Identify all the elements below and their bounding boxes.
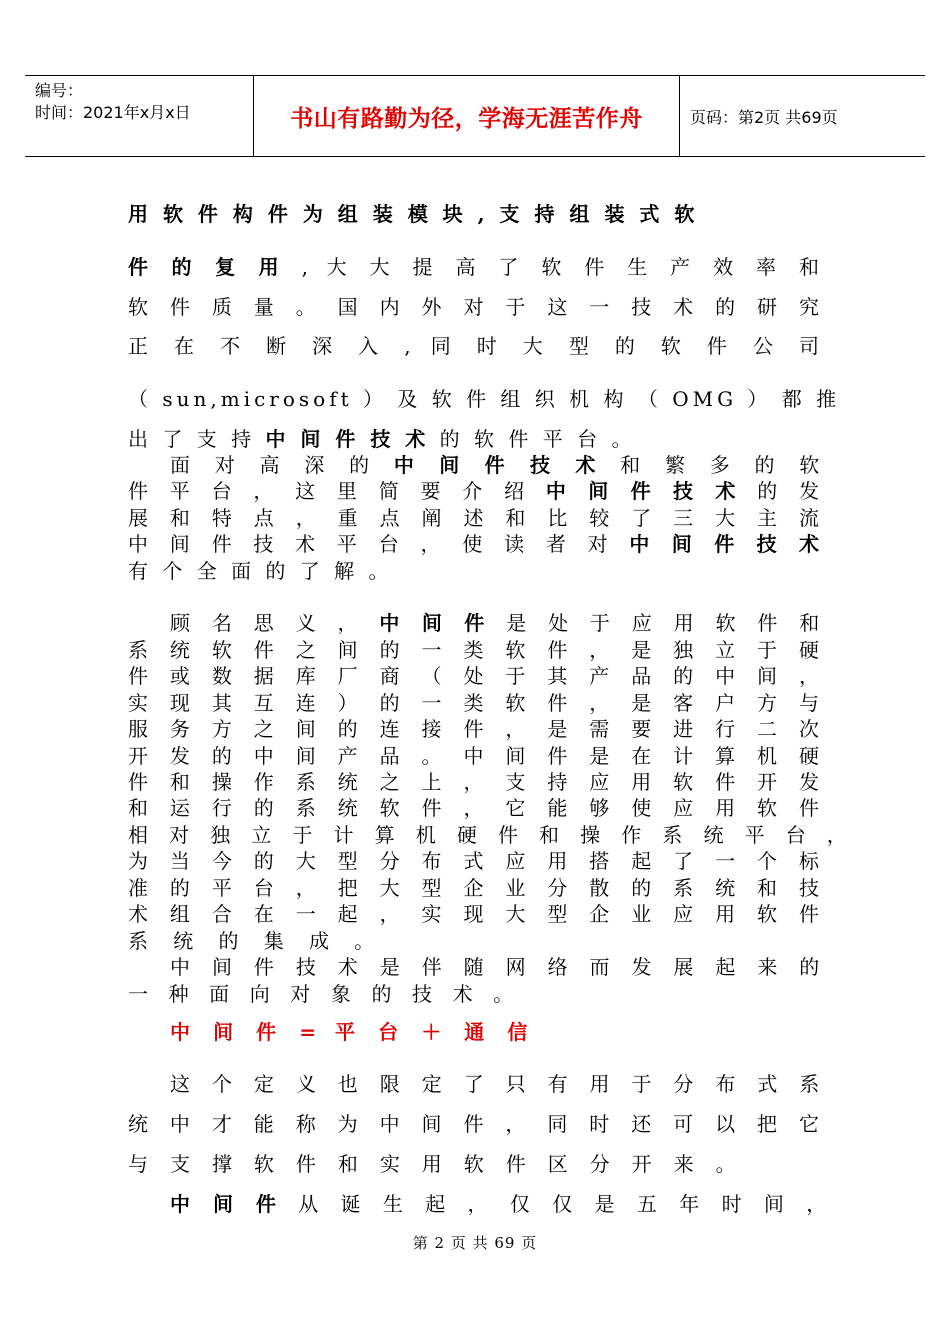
- text-line: [128, 475, 823, 504]
- text-run: 是 处 于 应 用 软 件 和: [492, 611, 824, 635]
- date-label: 时间：2021年x月x日: [35, 103, 191, 122]
- text-line: 开 发 的 中 间 产 品 。 中 间 件 是 在 计 算 机 硬: [128, 744, 823, 768]
- text-run: 从 诞 生 起 ， 仅 仅 是 五 年 时 间 ，: [283, 1192, 831, 1216]
- text-run: 面 对 高 深 的: [170, 453, 394, 477]
- bold-term: 中 间 件: [379, 611, 493, 635]
- text-line: 系 统 的 集 成 。: [128, 929, 379, 953]
- text-line: 正 在 不 断 深 入 , 同 时 大 型 的 软 件 公 司: [128, 334, 823, 358]
- text-run: 出 了 支 持: [128, 427, 266, 451]
- text-run: 件 平 台 ， 这 里 简 要 介 绍: [128, 479, 546, 503]
- text-line: 术 组 合 在 一 起 ， 实 现 大 型 企 业 应 用 软 件: [128, 902, 823, 926]
- text-line: 与 支 撑 软 件 和 实 用 软 件 区 分 开 来 。: [128, 1152, 740, 1176]
- text-run: 顾 名 思 义 ，: [170, 611, 380, 635]
- text-line: 件 或 数 据 库 厂 商 （ 处 于 其 产 品 的 中 间 ，: [128, 664, 823, 688]
- text-line: 软 件 质 量 。 国 内 外 对 于 这 一 技 术 的 研 究: [128, 295, 823, 319]
- number-label: 编号：: [35, 81, 84, 100]
- page-footer: 第 2 页 共 69 页: [412, 1234, 538, 1252]
- bold-term: 中 间 件 技 术: [393, 453, 605, 477]
- text-line: [128, 251, 823, 280]
- text-line: [128, 449, 823, 478]
- text-line: [128, 1188, 830, 1217]
- text-line: 和 运 行 的 系 统 软 件 ， 它 能 够 使 应 用 软 件: [128, 796, 823, 820]
- header-page-info: 页码：第2页 共69页: [690, 107, 838, 127]
- text-run: , 大 大 提 高 了 软 件 生 产 效 率 和: [286, 255, 823, 279]
- header-left-cell: [25, 76, 254, 156]
- bold-term: 中 间 件 技 术: [629, 532, 823, 556]
- text-line: 为 当 今 的 大 型 分 布 式 应 用 搭 起 了 一 个 标: [128, 849, 823, 873]
- text-line: （ sun,microsoft ） 及 软 件 组 织 机 构 （ OMG ） 都 推: [128, 387, 841, 411]
- text-line: [128, 528, 823, 557]
- header-motto: 书山有路勤为径，学海无涯苦作舟: [254, 76, 680, 156]
- text-line: 中 间 件 技 术 是 伴 随 网 络 而 发 展 起 来 的: [170, 955, 824, 979]
- text-run: 和 繁 多 的 软: [604, 453, 824, 477]
- text-run: 的 软 件 平 台 。: [429, 427, 636, 451]
- text-line: 服 务 方 之 间 的 连 接 件 ， 是 需 要 进 行 二 次: [128, 717, 823, 741]
- bold-term: 件 的 复 用: [128, 255, 287, 279]
- text-line: 统 中 才 能 称 为 中 间 件 ， 同 时 还 可 以 把 它: [128, 1112, 823, 1136]
- text-line: 准 的 平 台 ， 把 大 型 企 业 分 散 的 系 统 和 技: [128, 876, 823, 900]
- text-run: 中 间 件 技 术 平 台 ， 使 读 者 对: [128, 532, 630, 556]
- text-line: 用 软 件 构 件 为 组 装 模 块 , 支 持 组 装 式 软: [128, 202, 699, 226]
- bold-term: 中 间 件 技 术: [265, 427, 430, 451]
- definition-line: 中 间 件 = 平 台 ＋ 通 信: [170, 1020, 532, 1044]
- text-line: 相 对 独 立 于 计 算 机 硬 件 和 操 作 系 统 平 台 ，: [128, 823, 851, 847]
- text-run: 的 发: [743, 479, 823, 503]
- text-line: 实 现 其 互 连 ） 的 一 类 软 件 ， 是 客 户 方 与: [128, 691, 823, 715]
- text-line: [128, 423, 684, 452]
- text-line: 系 统 软 件 之 间 的 一 类 软 件 ， 是 独 立 于 硬: [128, 638, 823, 662]
- text-line: 件 和 操 作 系 统 之 上 ， 支 持 应 用 软 件 开 发: [128, 770, 823, 794]
- text-line: 这 个 定 义 也 限 定 了 只 有 用 于 分 布 式 系: [170, 1072, 824, 1096]
- text-line: [128, 607, 823, 636]
- page-header: [25, 75, 925, 157]
- bold-term: 中 间 件: [170, 1192, 284, 1216]
- bold-term: 中 间 件 技 术: [545, 479, 744, 503]
- text-line: 展 和 特 点 ， 重 点 阐 述 和 比 较 了 三 大 主 流: [128, 506, 823, 530]
- text-line: 有 个 全 面 的 了 解 。: [128, 559, 393, 583]
- text-line: 一 种 面 向 对 象 的 技 术 。: [128, 982, 518, 1006]
